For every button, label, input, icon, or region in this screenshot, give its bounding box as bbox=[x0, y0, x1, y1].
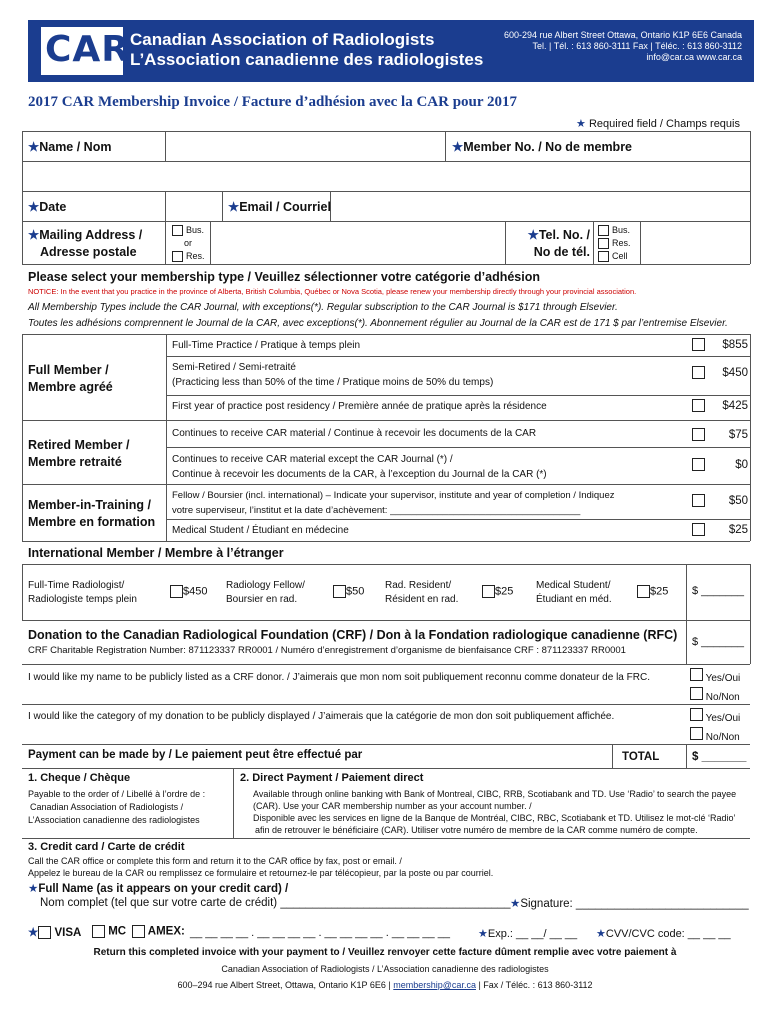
divider bbox=[165, 221, 166, 264]
star-icon: ★ bbox=[576, 118, 586, 130]
med-student-checkbox[interactable] bbox=[692, 523, 705, 541]
name-input[interactable] bbox=[166, 132, 444, 160]
full-time-text: Full-Time Practice / Pratique à temps plein bbox=[172, 340, 361, 351]
mailing-address-label: ★Mailing Address / Adresse postale bbox=[28, 228, 143, 259]
category-yes-checkbox[interactable] bbox=[690, 708, 703, 721]
divider bbox=[222, 191, 223, 221]
donor-listing-question: I would like my name to be publicly listed as a CRF donor. / J’aimerais que mon nom soit publiquement reconnu comme donateur de la FRC. bbox=[28, 672, 650, 683]
email-input[interactable] bbox=[331, 192, 749, 220]
divider bbox=[22, 264, 750, 265]
price: $50 bbox=[728, 495, 748, 507]
membership-email-link[interactable]: membership@car.ca bbox=[393, 980, 476, 990]
direct-details: Available through online banking with Bank of Montreal, CIBC, RRB, Scotiabank and TD. Use ‘Radio’ to search the payee (CAR). Use your CAR membership number as your account number. / Disponible avec les services en ligne de la Banque de Montréal, CIBC, RBC, Scotiabank et TD. Utilisez le mot-clé ‘Radio’ afin de retrouver le bénéficiaire (CAR). Utiliser votre numéro de membre de la CAR comme numéro de compte. bbox=[253, 789, 737, 835]
price: $75 bbox=[728, 429, 748, 441]
donor-listing-yes-checkbox[interactable] bbox=[690, 668, 703, 681]
required-note: ★ Required field / Champs requis bbox=[576, 118, 740, 130]
fellow-checkbox[interactable] bbox=[692, 494, 705, 512]
tel-bus-checkbox[interactable] bbox=[598, 225, 609, 236]
total-value[interactable]: $ _______ bbox=[692, 751, 747, 763]
cc-signature[interactable]: ★Signature: ___________________________ bbox=[510, 898, 749, 910]
cheque-details: Payable to the order of / Libellé à l’ordre de : Canadian Association of Radiologists / L’Association canadienne des radiologistes bbox=[28, 789, 206, 825]
name-label: ★Name / Nom bbox=[28, 140, 112, 154]
tel-label: ★Tel. No. / No de tél. bbox=[527, 228, 590, 259]
intl-student-option[interactable]: $25 bbox=[637, 585, 668, 598]
retired-material-checkbox[interactable] bbox=[692, 428, 705, 446]
card-number-input[interactable]: __ __ __ __ . __ __ __ __ . __ __ __ __ . __ __ __ __ bbox=[190, 927, 450, 939]
retired-no-journal-text: Continues to receive CAR material except the CAR Journal (*) / Continue à recevoir les documents de la CAR, à l’exception du Journal de la CAR (*) bbox=[172, 454, 547, 480]
retired-member-label: Retired Member / Membre retraité bbox=[28, 438, 130, 469]
semi-retired-checkbox[interactable] bbox=[692, 366, 705, 384]
res-checkbox[interactable] bbox=[172, 251, 183, 262]
notice-text: NOTICE: In the event that you practice in the province of Alberta, British Columbia, Québec or Nova Scotia, please renew your membership directly through your provincial association. bbox=[28, 287, 637, 296]
divider bbox=[445, 131, 446, 161]
email-label: ★Email / Courriel bbox=[228, 200, 331, 214]
full-time-checkbox[interactable] bbox=[692, 338, 705, 356]
category-display-options: Yes/Oui No/Non bbox=[690, 708, 740, 746]
car-logo bbox=[40, 26, 131, 76]
first-year-text: First year of practice post residency / Première année de pratique après la résidence bbox=[172, 401, 547, 412]
donor-listing-options: Yes/Oui No/Non bbox=[690, 668, 740, 706]
direct-title: 2. Direct Payment / Paiement direct bbox=[240, 772, 424, 784]
price: $25 bbox=[728, 524, 748, 536]
date-label: ★Date bbox=[28, 200, 67, 214]
mit-label: Member-in-Training / Membre en formation bbox=[28, 498, 156, 529]
card-type-visa[interactable]: ★ VISA bbox=[28, 927, 82, 939]
membership-heading: Please select your membership type / Veuillez sélectionner votre catégorie d’adhésion bbox=[28, 270, 540, 284]
intl-amount-input[interactable]: $ _______ bbox=[692, 585, 744, 597]
full-member-label: Full Member / Membre agréé bbox=[28, 363, 113, 394]
total-label: TOTAL bbox=[622, 751, 660, 763]
intl-fellow-label: Radiology Fellow/ Boursier en rad. bbox=[226, 580, 305, 605]
divider bbox=[505, 221, 506, 264]
category-no-checkbox[interactable] bbox=[690, 727, 703, 740]
cc-title: 3. Credit card / Carte de crédit bbox=[28, 841, 185, 853]
org-name-en: Canadian Association of Radiologists bbox=[130, 30, 435, 49]
card-type-mc[interactable]: MC bbox=[92, 925, 126, 938]
tel-input[interactable] bbox=[641, 222, 749, 263]
donation-amount-input[interactable]: $ _______ bbox=[692, 636, 744, 648]
address-type: Bus. or Res. bbox=[172, 224, 205, 263]
footer-return: Return this completed invoice with your payment to / Veuillez renvoyer cette facture dûment remplie avec votre paiement à bbox=[93, 947, 677, 958]
price: $450 bbox=[722, 367, 748, 379]
price: $0 bbox=[735, 459, 748, 471]
retired-material-text: Continues to receive CAR material / Continue à recevoir les documents de la CAR bbox=[172, 428, 537, 439]
tel-res-checkbox[interactable] bbox=[598, 238, 609, 249]
date-input[interactable] bbox=[166, 192, 221, 220]
intl-resident-label: Rad. Resident/ Résident en rad. bbox=[385, 580, 459, 605]
tel-type: Bus. Res. Cell bbox=[598, 224, 631, 263]
footer-org: Canadian Association of Radiologists / L’Association canadienne des radiologistes bbox=[221, 964, 549, 974]
all-types-fr: Toutes les adhésions comprennent le Journal de la CAR, avec exceptions(*). Abonnement régulier au Journal de la CAR est de 171 $ par l’entremise Elsevier. bbox=[28, 318, 728, 329]
donor-listing-no-checkbox[interactable] bbox=[690, 687, 703, 700]
intl-fulltime-label: Full-Time Radiologist/ Radiologiste temps plein bbox=[28, 580, 137, 605]
bus-checkbox[interactable] bbox=[172, 225, 183, 236]
payment-heading: Payment can be made by / Le paiement peut être effectué par bbox=[28, 749, 363, 761]
intl-fulltime-option[interactable]: $450 bbox=[170, 585, 207, 598]
med-student-text: Medical Student / Étudiant en médecine bbox=[172, 525, 349, 536]
all-types-en: All Membership Types include the CAR Journal, with exceptions(*). Regular subscription to the CAR Journal is $171 through Elsevier. bbox=[28, 302, 618, 313]
expiry-input[interactable]: ★Exp.: __ __/ __ __ bbox=[478, 928, 578, 940]
price: $855 bbox=[722, 339, 748, 351]
page-title: 2017 CAR Membership Invoice / Facture d’adhésion avec la CAR pour 2017 bbox=[28, 94, 518, 110]
intl-student-label: Medical Student/ Étudiant en méd. bbox=[536, 580, 612, 605]
header-contact bbox=[482, 30, 742, 63]
crf-registration: CRF Charitable Registration Number: 871123337 RR0001 / Numéro d’enregistrement d’organisme de bienfaisance CRF : 871123337 RR0001 bbox=[28, 645, 626, 656]
retired-no-journal-checkbox[interactable] bbox=[692, 458, 705, 476]
donation-heading: Donation to the Canadian Radiological Foundation (CRF) / Don à la Fondation radiologique canadienne (RFC) bbox=[28, 628, 678, 642]
fellow-text: Fellow / Boursier (incl. international) – Indicate your supervisor, institute and year of completion / Indiquez votre superviseur, l’institut et la date d’achèvement: ____________________________________ bbox=[172, 490, 615, 516]
member-no-label: ★Member No. / No de membre bbox=[452, 140, 633, 154]
divider bbox=[593, 221, 594, 264]
mailing-address-input[interactable] bbox=[211, 222, 504, 263]
cheque-title: 1. Cheque / Chèque bbox=[28, 772, 131, 784]
intl-fellow-option[interactable]: $50 bbox=[333, 585, 364, 598]
header-address: 600-294 rue Albert Street Ottawa, Ontario K1P 6E6 Canada bbox=[504, 30, 742, 40]
cvv-input[interactable]: ★CVV/CVC code: __ __ __ bbox=[596, 928, 731, 940]
tel-cell-checkbox[interactable] bbox=[598, 251, 609, 262]
logo-text: CAR bbox=[45, 29, 131, 70]
price: $425 bbox=[722, 400, 748, 412]
member-no-input[interactable] bbox=[22, 162, 749, 190]
first-year-checkbox[interactable] bbox=[692, 399, 705, 417]
semi-retired-text: Semi-Retired / Semi-retraité (Practicing less than 50% of the time / Pratique moins de 50% du temps) bbox=[172, 362, 494, 388]
category-display-question: I would like the category of my donation to be publicly displayed / J’aimerais que la catégorie de mon don soit publiquement affichée. bbox=[28, 711, 615, 722]
cc-fullname[interactable]: ★Full Name (as it appears on your credit card) / Nom complet (tel que sur votre carte de crédit) ____________________________________ bbox=[28, 883, 511, 909]
intl-resident-option[interactable]: $25 bbox=[482, 585, 513, 598]
cc-instructions: Call the CAR office or complete this form and return it to the CAR office by fax, post or email. / Appelez le bureau de la CAR ou remplissez ce formulaire et retournez-le par télécopieur, par la poste ou par courriel. bbox=[28, 856, 494, 878]
footer-address: 600–294 rue Albert Street, Ottawa, Ontario K1P 6E6 | membership@car.ca | Fax / Téléc. : 613 860-3112 bbox=[177, 980, 593, 990]
divider bbox=[22, 131, 23, 264]
divider bbox=[750, 131, 751, 264]
card-type-amex[interactable]: AMEX: bbox=[132, 925, 185, 938]
international-heading: International Member / Membre à l’étranger bbox=[28, 546, 284, 560]
header-web: info@car.ca www.car.ca bbox=[646, 52, 742, 62]
header-phone: Tel. | Tél. : 613 860-3111 Fax | Téléc. : 613 860-3112 bbox=[532, 41, 742, 51]
org-name-fr: L’Association canadienne des radiologistes bbox=[130, 50, 484, 69]
